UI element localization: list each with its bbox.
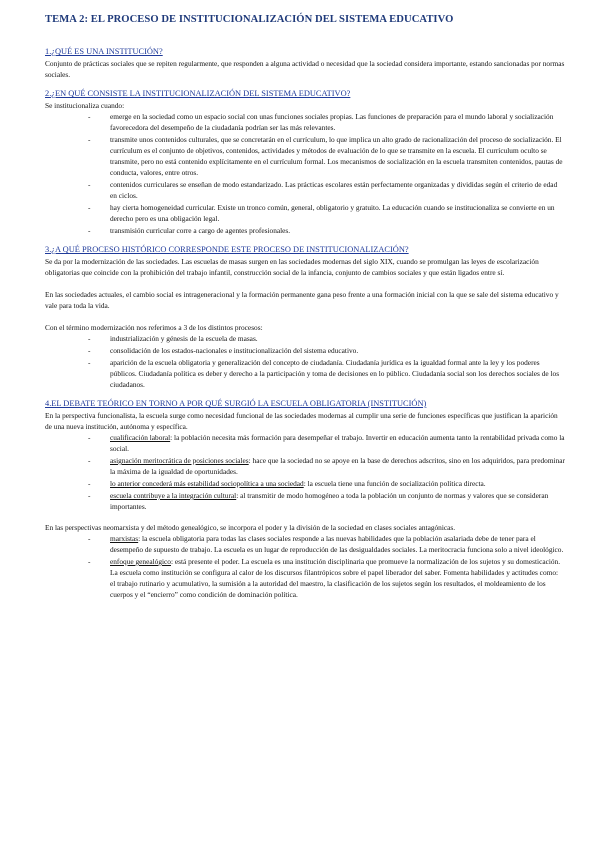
list-item-term: lo anterior concederá más estabilidad sociopolítica a una sociedad [110,479,304,488]
list-item-term: asignación meritocrática de posiciones sociales [110,456,249,465]
list-item: - transmisión curricular corre a cargo de agentes profesionales. [45,225,565,236]
document-page [45,14,565,601]
section-3-paragraph-2: En las sociedades actuales, el cambio social es intrageneracional y la formación permanente gana peso frente a una formación inicial con la que se sale del sistema educativo y vale para toda la vida. [45,290,559,310]
section-3-list [45,333,565,390]
list-item [45,490,565,512]
functionalist-list [45,432,565,512]
list-item: - transmite unos contenidos culturales, que se concretarán en el currículum, lo que implica un alto grado de racionalización del proceso de socialización. El currículum es el conjunto de objetivos, contenidos, actividades y métodos de evaluación de lo que se transmite en la escuela. El currículum oculto se transmite, pero no está contenido explícitamente en el currículum formal. Los mecanismos de socialización en la escuela transmiten contenidos, pautas de conducta, valores, entre otros. [45,134,565,178]
section-2-intro: Se institucionaliza cuando: [45,101,125,110]
section-2 [45,89,565,236]
neomarxist-list [45,533,565,600]
list-item-text: : la población necesita más formación para desempeñar el trabajo. Invertir en educación aumenta tanto la rentabilidad privada como la social. [110,433,565,453]
list-item-term: escuela contribuye a la integración cultural [110,491,237,500]
section-4 [45,399,565,600]
list-item [45,556,565,600]
section-4-heading: 4.EL DEBATE TEÓRICO EN TORNO A POR QUÉ SURGIÓ LA ESCUELA OBLIGATORIA (INSTITUCIÓN) [45,399,427,408]
section-4-paragraph-1: En la perspectiva funcionalista, la escuela surge como necesidad funcional de las sociedades modernas al cumplir una serie de funciones específicas que justifican la aparición de una nueva institución, autónoma y específica. [45,411,558,431]
list-item [45,432,565,454]
section-3-paragraph-3: Con el término modernización nos referimos a 3 de los distintos procesos: [45,323,263,332]
section-2-list [45,111,565,236]
list-item-text: : está presente el poder. La escuela es una institución disciplinaria que promueve la normalización de los sujetos y su domesticación. La escuela como institución se configura al calor de los discursos filantrópicos sobre el papel liberador del saber. Fomenta habilidades y actitudes como: el trabajo rutinario y acumulativo, la sumisión a la autoridad del maestro, la clasificación de los sujetos según los resultados, el moldeamiento de los cuerpos y el “encierro” como condición de dominación política. [110,557,561,599]
list-item: - consolidación de los estados-nacionales e institucionalización del sistema educativo. [45,345,565,356]
list-item: - industrialización y génesis de la escuela de masas. [45,333,565,344]
section-2-heading: 2.¿EN QUÉ CONSISTE LA INSTITUCIONALIZACIÓN DEL SISTEMA EDUCATIVO? [45,89,351,98]
list-item-term: marxistas [110,534,139,543]
list-item: - hay cierta homogeneidad curricular. Existe un tronco común, general, obligatorio y gratuito. La educación cuando se institucionaliza se convierte en un derecho pero es una obligación legal. [45,202,565,224]
list-item-term: cualificación laboral [110,433,171,442]
list-item [45,478,565,489]
section-3 [45,245,565,390]
list-item: - aparición de la escuela obligatoria y generalización del concepto de ciudadanía. Ciudadanía jurídica es la igualdad formal ante la ley y los poderes públicos. Ciudadanía política es deber y derecho a la participación y toma de decisiones en lo público. Ciudadanía social son los derechos sociales de los ciudadanos. [45,357,565,390]
list-item-text: : la escuela tiene una función de socialización política directa. [303,479,486,488]
section-1 [45,47,565,80]
section-4-paragraph-2: En las perspectivas neomarxista y del método genealógico, se incorpora el poder y la división de la sociedad en clases sociales antagónicas. [45,523,456,532]
list-item [45,533,565,555]
list-item: - contenidos curriculares se enseñan de modo estandarizado. Las prácticas escolares están perfectamente organizadas y divididas según el criterio de edad en ciclos. [45,179,565,201]
list-item-term: enfoque genealógico [110,557,171,566]
section-3-heading: 3.¿A QUÉ PROCESO HISTÓRICO CORRESPONDE ESTE PROCESO DE INSTITUCIONALIZACIÓN? [45,245,409,254]
section-3-paragraph-1: Se da por la modernización de las sociedades. Las escuelas de masas surgen en las sociedades modernas del siglo XIX, cuando se promulgan las leyes de escolarización obligatorias que coincide con la prohibición del trabajo infantil, construcción social de la infancia, conjunto de cambios sociales y que están ligados entre sí. [45,257,539,277]
list-item: - emerge en la sociedad como un espacio social con unas funciones sociales propias. Las funciones de preparación para el mundo laboral y socialización favorecedora del desempeño de la ciudadanía podrían ser las más relevantes. [45,111,565,133]
list-item-text: : hace que la sociedad no se apoye en la base de derechos adscritos, sino en los adquiridos, para predominar la máxima de la igualdad de oportunidades. [110,456,565,476]
section-1-heading: 1.¿QUÉ ES UNA INSTITUCIÓN? [45,47,163,56]
document-title: TEMA 2: EL PROCESO DE INSTITUCIONALIZACIÓN DEL SISTEMA EDUCATIVO [45,14,454,25]
list-item-text: : al transmitir de modo homogéneo a toda la población un conjunto de normas y valores que se consideran importantes. [110,491,549,511]
list-item [45,455,565,477]
list-item-text: : la escuela obligatoria para todas las clases sociales responde a las nuevas habilidades que la población asalariada debe de tener para el desempeño de supuesto de trabajo. La escuela es un lugar de reproducción de las desigualdades sociales. La meritocracia funciona solo a nivel ideológico. [110,534,564,554]
section-1-text: Conjunto de prácticas sociales que se repiten regularmente, que responden a alguna actividad o necesidad que la sociedad considera importante, estando sancionadas por normas sociales. [45,59,565,79]
